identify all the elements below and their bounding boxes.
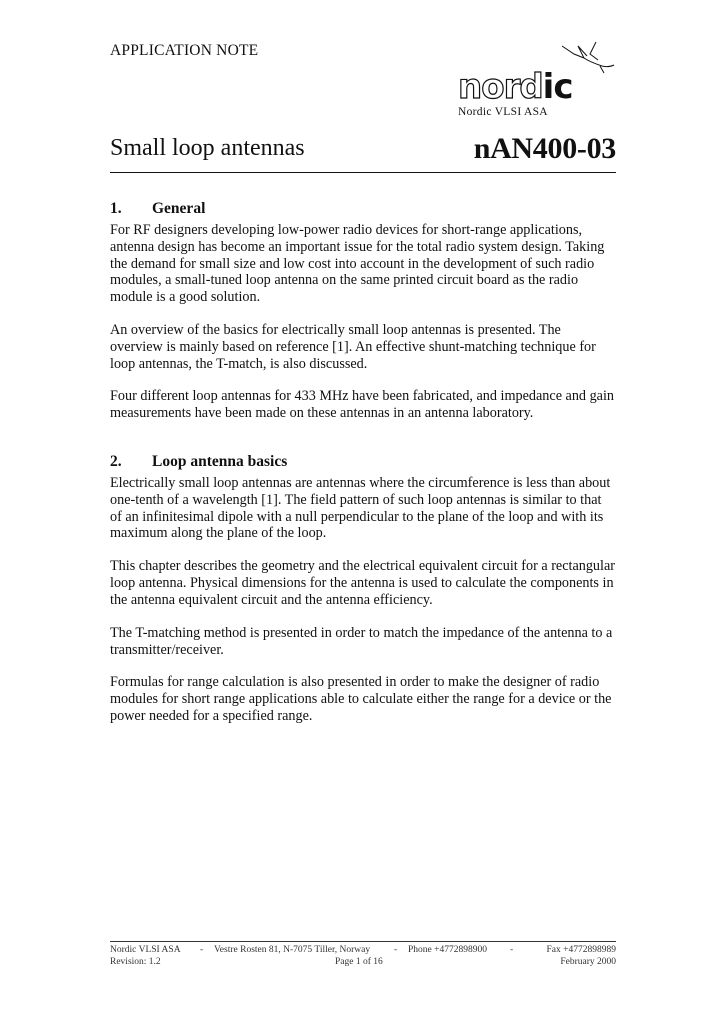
section-title: Loop antenna basics	[152, 453, 288, 470]
logo-wordmark-outline: nord	[458, 67, 543, 107]
footer-revision: Revision: 1.2	[110, 957, 161, 967]
footer-phone: Phone +4772898900	[408, 945, 487, 955]
logo-wordmark	[458, 67, 573, 107]
section-number: 1.	[110, 200, 122, 217]
company-logo	[452, 40, 617, 130]
footer-line-1	[110, 945, 616, 957]
paragraph: An overview of the basics for electrically small loop antennas is presented. The overview is mainly based on reference [1]. An effective shunt-matching technique for loop antennas, the T-match, is also discussed.	[110, 322, 596, 372]
section-number: 2.	[110, 453, 122, 470]
document-title: Small loop antennas	[110, 135, 305, 161]
section-title: General	[152, 200, 206, 217]
section-heading-loop-antenna-basics	[110, 453, 287, 471]
paragraph: The T-matching method is presented in order to match the impedance of the antenna to a transmitter/receiver.	[110, 625, 613, 658]
paragraph: For RF designers developing low-power radio devices for short-range applications, antenna design has become an important issue for the total radio system design. Taking the demand for small size and low cost into account in the development of such radio modules, a small-tuned loop antenna on the same printed circuit board as the radio module is a good solution.	[110, 222, 605, 306]
footer-line-2	[110, 957, 616, 969]
paragraph: Four different loop antennas for 433 MHz have been fabricated, and impedance and gain measurements have been made on these antennas in an antenna laboratory.	[110, 388, 614, 421]
footer-separator: -	[200, 945, 204, 955]
footer-date: February 2000	[560, 957, 616, 967]
footer-address: Vestre Rosten 81, N-7075 Tiller, Norway	[214, 945, 371, 955]
paragraph: Electrically small loop antennas are antennas where the circumference is less than about one-tenth of a wavelength [1]. The field pattern of such loop antennas is similar to that of an infinitesimal dipole with a null perpendicular to the plane of the loop and with its maximum along the plane of the loop.	[110, 475, 611, 542]
logo-wordmark-solid: ic	[542, 67, 573, 107]
footer-separator: -	[510, 945, 514, 955]
document-number: nAN400-03	[473, 132, 616, 165]
footer-fax: Fax +4772898989	[546, 945, 616, 955]
title-row	[110, 132, 616, 172]
logo-company-name: Nordic VLSI ASA	[458, 106, 548, 118]
footer-divider	[110, 941, 616, 942]
footer-separator: -	[394, 945, 398, 955]
paragraph: Formulas for range calculation is also presented in order to make the designer of radio modules for short range applications able to calculate either the range for a device or the power needed for a specified range.	[110, 674, 612, 724]
section-heading-general	[110, 200, 205, 218]
footer-page-number: Page 1 of 16	[335, 957, 383, 967]
footer-company: Nordic VLSI ASA	[110, 945, 181, 955]
paragraph: This chapter describes the geometry and the electrical equivalent circuit for a rectangular loop antenna. Physical dimensions for the antenna is used to calculate the components in the antenna equivalent circuit and the antenna efficiency.	[110, 558, 615, 608]
title-divider	[110, 172, 616, 173]
document-type-label: APPLICATION NOTE	[110, 42, 259, 59]
